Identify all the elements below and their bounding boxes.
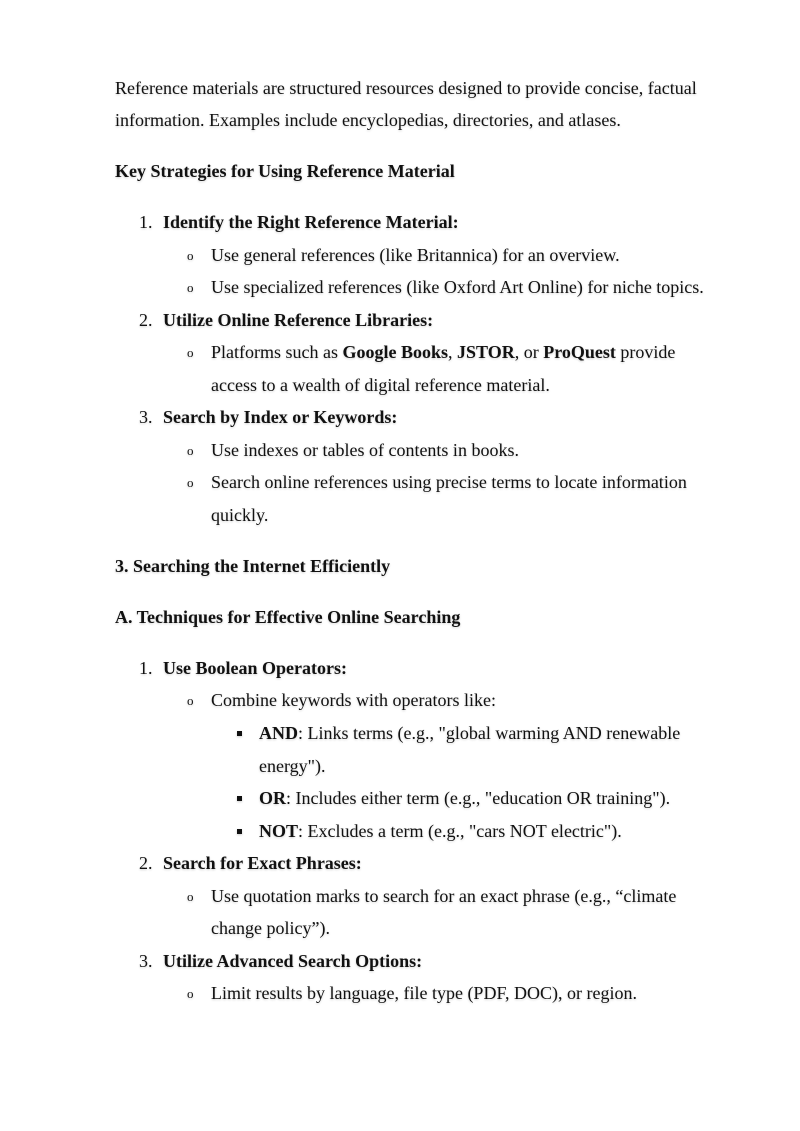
circle-bullet-icon: o <box>187 475 194 490</box>
list-number: 1. <box>139 212 153 232</box>
list-bullet-text: Combine keywords with operators like: <box>211 690 496 710</box>
operator-desc: : Excludes a term (e.g., "cars NOT electric"). <box>298 821 622 841</box>
list-number: 1. <box>139 658 153 678</box>
list-number: 3. <box>139 951 153 971</box>
list-bullet-text: Use general references (like Britannica) for an overview. <box>211 245 620 265</box>
heading-techniques: A. Techniques for Effective Online Searching <box>115 607 461 627</box>
square-bullet-icon <box>237 796 242 801</box>
list-item-title: Utilize Advanced Search Options: <box>163 951 423 971</box>
operator-item-cont: energy"). <box>259 756 326 776</box>
text-run-bold: Google Books <box>342 342 448 362</box>
list-bullet-text: Limit results by language, file type (PDF, DOC), or region. <box>211 983 637 1003</box>
list-bullet-text <box>211 340 675 364</box>
intro-line-2: information. Examples include encyclopedias, directories, and atlases. <box>115 110 621 130</box>
text-run: , <box>448 342 457 362</box>
text-run: , or <box>514 342 544 362</box>
text-run-bold: JSTOR <box>457 342 515 362</box>
operator-term: AND <box>259 723 298 743</box>
operator-item <box>259 721 680 745</box>
heading-section-3: 3. Searching the Internet Efficiently <box>115 556 391 576</box>
list-bullet-text-cont: change policy”). <box>211 918 330 938</box>
operator-term: OR <box>259 788 286 808</box>
operator-item <box>259 819 622 843</box>
list-number: 2. <box>139 310 153 330</box>
operator-desc: : Links terms (e.g., "global warming AND renewable <box>298 723 681 743</box>
list-item-title: Search by Index or Keywords: <box>163 407 398 427</box>
list-item-title: Use Boolean Operators: <box>163 658 347 678</box>
circle-bullet-icon: o <box>187 345 194 360</box>
text-run: Platforms such as <box>211 342 343 362</box>
text-run-bold: ProQuest <box>543 342 616 362</box>
list-bullet-text-cont: quickly. <box>211 505 269 525</box>
list-bullet-text-cont: access to a wealth of digital reference material. <box>211 375 550 395</box>
list-bullet-text: Use specialized references (like Oxford Art Online) for niche topics. <box>211 277 704 297</box>
operator-item <box>259 786 670 810</box>
list-item-title: Utilize Online Reference Libraries: <box>163 310 434 330</box>
circle-bullet-icon: o <box>187 248 194 263</box>
circle-bullet-icon: o <box>187 443 194 458</box>
list-number: 3. <box>139 407 153 427</box>
square-bullet-icon <box>237 731 242 736</box>
square-bullet-icon <box>237 829 242 834</box>
operator-desc: : Includes either term (e.g., "education OR training"). <box>286 788 671 808</box>
circle-bullet-icon: o <box>187 986 194 1001</box>
circle-bullet-icon: o <box>187 693 194 708</box>
circle-bullet-icon: o <box>187 280 194 295</box>
heading-key-strategies: Key Strategies for Using Reference Material <box>115 161 455 181</box>
list-number: 2. <box>139 853 153 873</box>
list-item-title: Search for Exact Phrases: <box>163 853 362 873</box>
intro-line-1: Reference materials are structured resources designed to provide concise, factual <box>115 78 697 98</box>
list-bullet-text: Use indexes or tables of contents in books. <box>211 440 519 460</box>
circle-bullet-icon: o <box>187 889 194 904</box>
text-run: provide <box>615 342 676 362</box>
list-bullet-text: Use quotation marks to search for an exact phrase (e.g., “climate <box>211 886 677 906</box>
list-item-title: Identify the Right Reference Material: <box>163 212 459 232</box>
operator-term: NOT <box>259 821 299 841</box>
list-bullet-text: Search online references using precise terms to locate information <box>211 472 687 492</box>
